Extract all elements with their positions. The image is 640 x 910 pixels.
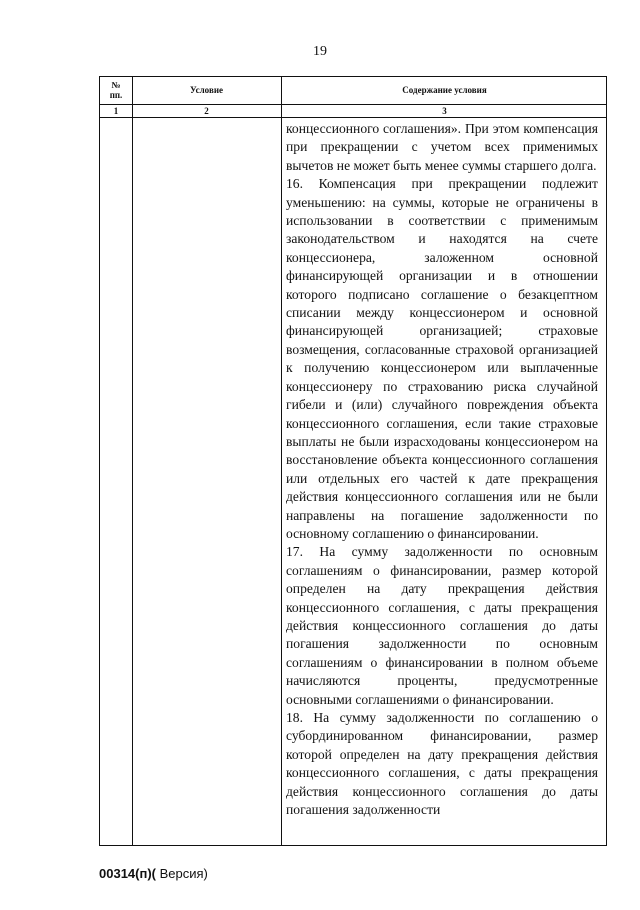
paragraph-16: 16. Компенсация при прекращении подлежит уменьшению: на суммы, которые не ограничены в использовании в соответствии с применимым законодательством и находятся на счете концессионера, заложенном основной финансирующей организации и в отношении которого подписано соглашение о безакцептном списании между концессионером и основной финансирующей организацией; страховые возмещения, согласованные страховой организацией к получению концессионером или выплаченные концессионеру по страхованию риска случайной гибели и (или) случайного повреждения объекта концессионного соглашения, если такие страховые выплаты не были израсходованы концессионером на восстановление объекта концессионного соглашения или отдельных его частей к дате прекращения действия концессионного соглашения или не были направлены на погашение задолженности по основному соглашению о финансировании. bbox=[286, 176, 598, 541]
column-divider bbox=[132, 118, 133, 845]
column-number-1: 1 bbox=[113, 106, 119, 116]
condition-content-cell bbox=[286, 120, 598, 819]
column-number-3: 3 bbox=[442, 106, 447, 116]
document-code: 00314(п)( bbox=[99, 866, 156, 881]
header-content: Содержание условия bbox=[402, 85, 487, 95]
column-number-row bbox=[100, 105, 606, 118]
header-condition: Условие bbox=[190, 85, 223, 95]
paragraph-17: 17. На сумму задолженности по основным соглашениям о финансировании, размер которой определен на дату прекращения действия концессионного соглашения, с даты прекращения действия концессионного соглашения до даты погашения задолженности по основным соглашениям о финансировании в полном объеме начисляются проценты, предусмотренные основными соглашениями о финансировании. bbox=[286, 544, 598, 707]
paragraph-continuation: концессионного соглашения». При этом компенсация при прекращении с учетом всех применимых вычетов не может быть менее суммы старшего долга. bbox=[286, 121, 598, 173]
table-header-row bbox=[100, 77, 606, 105]
document-footer bbox=[99, 866, 208, 881]
column-number-2: 2 bbox=[204, 106, 209, 116]
header-number: № пп. bbox=[109, 80, 123, 100]
conditions-table bbox=[99, 76, 607, 846]
column-divider bbox=[281, 118, 282, 845]
document-version: Версия) bbox=[156, 866, 208, 881]
page-number: 19 bbox=[313, 44, 327, 59]
paragraph-18: 18. На сумму задолженности по соглашению о субординированном финансировании, размер которой определен на дату прекращения действия концессионного соглашения, с даты прекращения действия концессионного соглашения до даты погашения задолженности bbox=[286, 710, 598, 818]
